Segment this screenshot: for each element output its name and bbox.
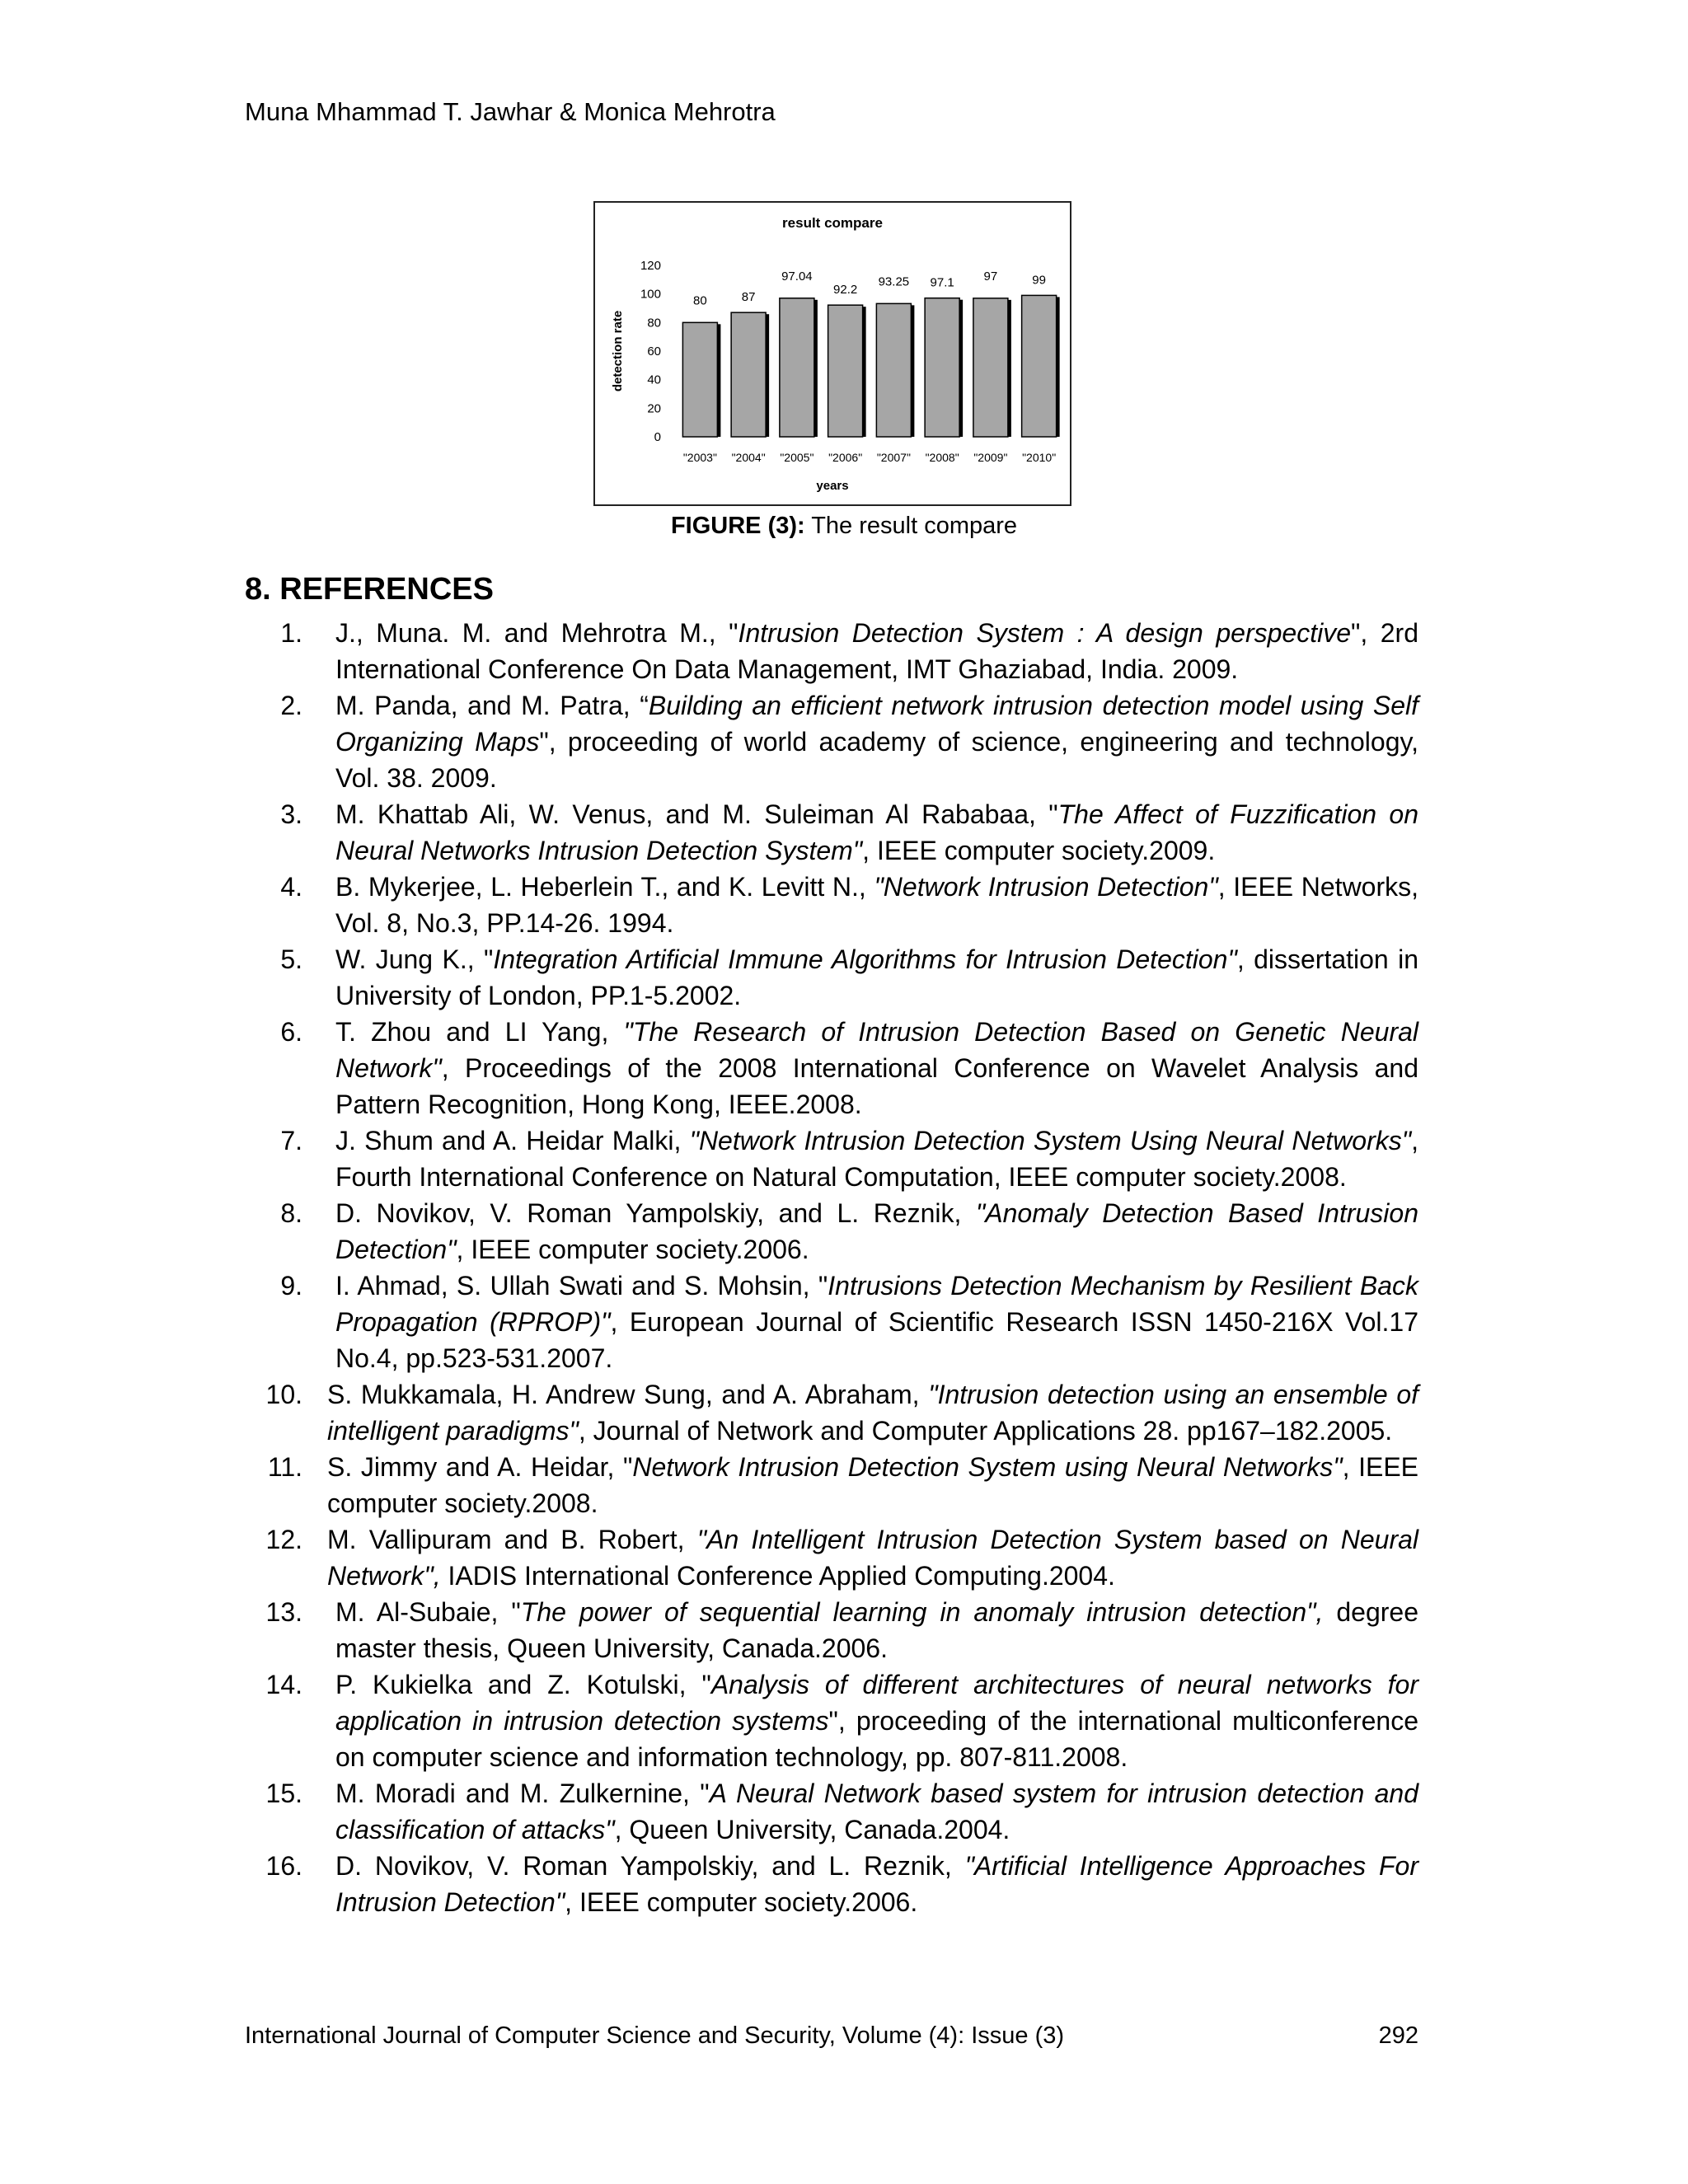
reference-title: Intrusions Detection Mechanism by Resilient Back Propagation (RPROP)"	[335, 1271, 1419, 1337]
reference-item	[245, 1775, 1418, 1848]
reference-number: 16.	[265, 1851, 302, 1881]
reference-number: 3.	[280, 799, 302, 829]
reference-item	[245, 1376, 1418, 1449]
reference-item	[245, 1594, 1418, 1666]
y-tick-label: 40	[647, 373, 661, 387]
reference-authors: J., Muna. M. and Mehrotra M., "	[335, 618, 738, 648]
reference-item	[245, 1848, 1418, 1920]
reference-text	[302, 1449, 1418, 1521]
reference-authors: W. Jung K., "	[335, 944, 494, 974]
reference-text	[302, 1376, 1418, 1449]
reference-item	[245, 1122, 1418, 1195]
reference-title: "Network Intrusion Detection System Using Neural Networks"	[689, 1126, 1412, 1155]
reference-number: 15.	[265, 1779, 302, 1808]
reference-item	[245, 1268, 1418, 1376]
bar	[828, 305, 863, 437]
bar	[973, 298, 1008, 437]
reference-authors: D. Novikov, V. Roman Yampolskiy, and L. Reznik,	[335, 1198, 976, 1228]
reference-source: , IEEE Networks, Vol. 8, No.3, PP.14-26. 1994.	[335, 872, 1419, 938]
figure-caption-text: The result compare	[804, 513, 1018, 539]
reference-title: Network Intrusion Detection System using Neural Networks"	[632, 1452, 1343, 1482]
bar	[682, 322, 717, 437]
reference-number: 4.	[280, 872, 302, 902]
reference-authors: M. Khattab Ali, W. Venus, and M. Suleiman Al Rababaa, "	[335, 799, 1058, 829]
x-tick-label: "2010"	[1022, 451, 1057, 464]
figure-caption-label: FIGURE (3):	[670, 513, 805, 539]
footer-journal: International Journal of Computer Science and Security, Volume (4): Issue (3)	[245, 2022, 1065, 2049]
reference-text	[302, 941, 1418, 1014]
reference-source: , European Journal of Scientific Research ISSN 1450-216X Vol.17 No.4, pp.523-531.2007.	[335, 1307, 1419, 1373]
reference-item	[245, 796, 1418, 869]
x-tick-label: "2004"	[731, 451, 766, 464]
reference-text	[302, 1014, 1418, 1122]
reference-text	[302, 1195, 1418, 1268]
reference-source: ", 2rd International Conference On Data Management, IMT Ghaziabad, India. 2009.	[335, 618, 1419, 684]
reference-item	[245, 1666, 1418, 1775]
y-tick-label: 80	[647, 316, 661, 330]
reference-source: , Journal of Network and Computer Applications 28. pp167–182.2005.	[578, 1416, 1393, 1446]
page-number: 292	[1378, 2022, 1418, 2049]
reference-text	[302, 1122, 1418, 1195]
reference-number: 13.	[265, 1597, 302, 1627]
chart-title: result compare	[782, 215, 883, 231]
reference-authors: M. Panda, and M. Patra, “	[335, 691, 649, 720]
reference-title: "Artificial Intelligence Approaches For Intrusion Detection"	[335, 1851, 1419, 1917]
x-tick-label: "2009"	[973, 451, 1008, 464]
bar	[780, 298, 814, 437]
x-tick-label: "2003"	[682, 451, 717, 464]
running-header: Muna Mhammad T. Jawhar & Monica Mehrotra	[245, 97, 776, 126]
reference-text	[302, 1521, 1418, 1594]
x-tick-label: "2008"	[925, 451, 959, 464]
reference-item	[245, 687, 1418, 796]
reference-text	[302, 1268, 1418, 1376]
reference-authors: I. Ahmad, S. Ullah Swati and S. Mohsin, "	[335, 1271, 828, 1301]
bar-value-label: 97	[983, 269, 998, 284]
reference-title: Intrusion Detection System : A design perspective	[738, 618, 1351, 648]
reference-title: Analysis of different architectures of neural networks for application in intrusion detection systems	[335, 1670, 1419, 1736]
y-axis-label: detection rate	[611, 310, 625, 392]
y-tick-label: 120	[640, 259, 661, 273]
reference-authors: B. Mykerjee, L. Heberlein T., and K. Levitt N.,	[335, 872, 874, 902]
reference-source: , Queen University, Canada.2004.	[614, 1815, 1010, 1844]
reference-authors: J. Shum and A. Heidar Malki,	[335, 1126, 690, 1155]
bar	[1022, 295, 1057, 437]
reference-title: The power of sequential learning in anomaly intrusion detection",	[520, 1597, 1324, 1627]
reference-title: "Intrusion detection using an ensemble of intelligent paradigms"	[327, 1380, 1419, 1446]
reference-text	[302, 1666, 1418, 1775]
y-tick-label: 0	[654, 430, 661, 444]
reference-title: "An Intelligent Intrusion Detection System based on Neural Network",	[327, 1525, 1419, 1591]
reference-number: 12.	[265, 1525, 302, 1554]
reference-authors: P. Kukielka and Z. Kotulski, "	[335, 1670, 711, 1699]
reference-item	[245, 1521, 1418, 1594]
reference-authors: M. Vallipuram and B. Robert,	[327, 1525, 697, 1554]
reference-source: , IEEE computer society.2006.	[565, 1887, 918, 1917]
reference-text	[302, 869, 1418, 941]
bar-value-label: 93.25	[878, 274, 910, 289]
reference-item	[245, 1449, 1418, 1521]
reference-authors: M. Moradi and M. Zulkernine, "	[335, 1779, 710, 1808]
reference-authors: D. Novikov, V. Roman Yampolskiy, and L. Reznik,	[335, 1851, 965, 1881]
x-tick-label: "2005"	[780, 451, 814, 464]
reference-item	[245, 869, 1418, 941]
reference-source: , Fourth International Conference on Natural Computation, IEEE computer society.2008.	[335, 1126, 1418, 1192]
x-tick-label: "2007"	[876, 451, 911, 464]
bar-value-label: 97.04	[781, 269, 813, 284]
reference-number: 11.	[267, 1452, 302, 1482]
reference-item	[245, 1195, 1418, 1268]
reference-item	[245, 941, 1418, 1014]
bar-value-label: 80	[693, 293, 707, 308]
bar-value-label: 87	[741, 290, 756, 305]
reference-text	[302, 615, 1418, 687]
reference-source: , IEEE computer society.2008.	[327, 1452, 1419, 1518]
reference-source: , IEEE computer society.2009.	[862, 836, 1216, 865]
bar	[876, 303, 911, 437]
reference-title: A Neural Network based system for intrusion detection and classification of attacks"	[335, 1779, 1419, 1844]
reference-number: 5.	[280, 944, 302, 974]
reference-number: 14.	[265, 1670, 302, 1699]
reference-item	[245, 615, 1418, 687]
reference-authors: M. Al-Subaie, "	[335, 1597, 521, 1627]
reference-authors: S. Jimmy and A. Heidar, "	[327, 1452, 633, 1482]
reference-number: 2.	[280, 691, 302, 720]
reference-source: , IEEE computer society.2006.	[456, 1235, 809, 1264]
bar	[925, 298, 959, 437]
reference-text	[302, 796, 1418, 869]
reference-text	[302, 1848, 1418, 1920]
reference-authors: S. Mukkamala, H. Andrew Sung, and A. Abraham,	[327, 1380, 929, 1409]
x-axis-label: years	[816, 479, 849, 493]
reference-number: 8.	[280, 1198, 302, 1228]
reference-number: 9.	[280, 1271, 302, 1301]
bar	[731, 312, 766, 437]
reference-source: , dissertation in University of London, PP.1-5.2002.	[335, 944, 1418, 1010]
bar-value-label: 99	[1032, 273, 1046, 288]
reference-title: "Anomaly Detection Based Intrusion Detection"	[335, 1198, 1419, 1264]
reference-number: 10.	[265, 1380, 302, 1409]
reference-title: Integration Artificial Immune Algorithms for Intrusion Detection"	[493, 944, 1237, 974]
reference-source: , Proceedings of the 2008 International Conference on Wavelet Analysis and Pattern Recognition, Hong Kong, IEEE.2008.	[335, 1053, 1418, 1119]
y-tick-label: 20	[647, 401, 661, 416]
chart-frame	[593, 201, 1071, 506]
reference-item	[245, 1014, 1418, 1122]
reference-authors: T. Zhou and LI Yang,	[335, 1017, 624, 1047]
x-tick-label: "2006"	[828, 451, 863, 464]
reference-source: degree master thesis, Queen University, Canada.2006.	[335, 1597, 1419, 1663]
reference-number: 6.	[280, 1017, 302, 1047]
page-footer	[245, 2022, 1418, 2050]
reference-source: ", proceeding of the international multiconference on computer science and information technology, pp. 807-811.2008.	[335, 1706, 1419, 1772]
reference-title: The Affect of Fuzzification on Neural Networks Intrusion Detection System"	[335, 799, 1419, 865]
section-title: 8. REFERENCES	[245, 572, 494, 607]
reference-source: ", proceeding of world academy of science, engineering and technology, Vol. 38. 2009.	[335, 727, 1419, 793]
reference-title: "Network Intrusion Detection"	[874, 872, 1218, 902]
reference-text	[302, 1775, 1418, 1848]
bar-value-label: 97.1	[930, 275, 954, 290]
reference-source: IADIS International Conference Applied Computing.2004.	[440, 1561, 1115, 1591]
y-tick-label: 100	[640, 287, 661, 302]
figure-caption	[0, 513, 1688, 540]
references-list	[245, 615, 1418, 1920]
reference-title: Building an efficient network intrusion detection model using Self Organizing Maps	[335, 691, 1419, 757]
y-tick-label: 60	[647, 344, 661, 359]
reference-number: 7.	[280, 1126, 302, 1155]
reference-text	[302, 1594, 1418, 1666]
bar-chart	[595, 203, 1070, 504]
reference-number: 1.	[280, 618, 302, 648]
reference-title: "The Research of Intrusion Detection Based on Genetic Neural Network"	[335, 1017, 1419, 1083]
reference-text	[302, 687, 1418, 796]
bar-value-label: 92.2	[833, 283, 858, 298]
